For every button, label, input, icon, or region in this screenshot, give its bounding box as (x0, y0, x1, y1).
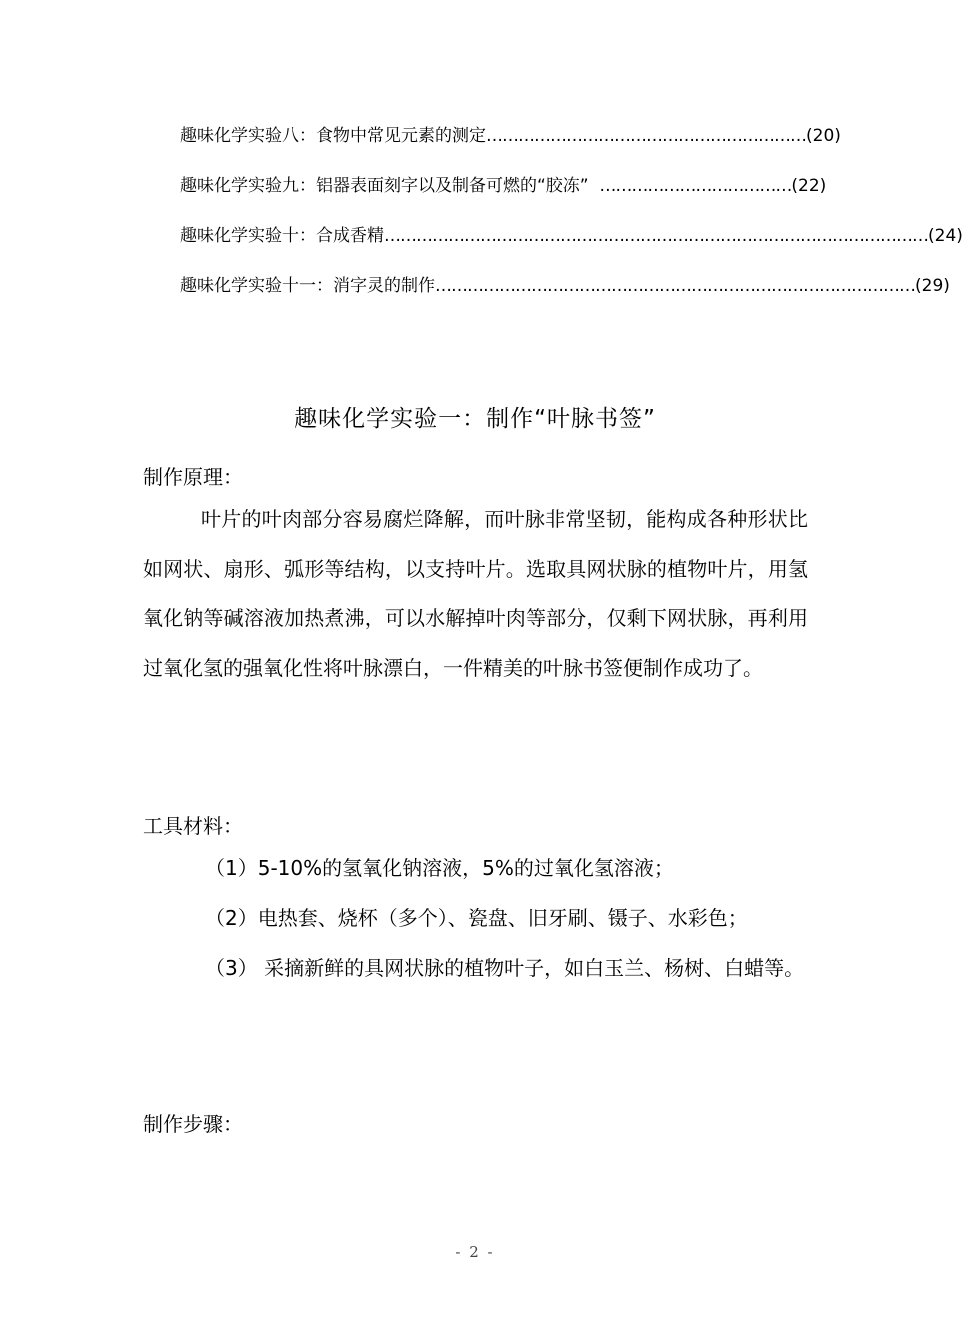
page-number: - 2 - (455, 1243, 495, 1261)
table-of-contents (180, 121, 963, 321)
toc-entry-label: 趣味化学实验九：铝器表面刻字以及制备可燃的“胶冻” (180, 176, 600, 196)
principle-paragraph: 叶片的叶肉部分容易腐烂降解，而叶脉非常坚韧，能构成各种形状比如网状、扇形、弧形等结构，以支持叶片。选取具网状脉的植物叶片，用氢氧化钠等碱溶液加热煮沸，可以水解掉叶肉等部分，仅剩下网状脉，再利用过氧化氢的强氧化性将叶脉漂白，一件精美的叶脉书签便制作成功了。 (143, 507, 808, 680)
materials-item-3: （3） 采摘新鲜的具网状脉的植物叶子，如白玉兰、杨树、白蜡等。 (205, 956, 805, 980)
toc-leader-dots: ……………………………………………………………………………… (435, 276, 915, 296)
toc-entry[interactable] (180, 271, 950, 321)
toc-leader-dots: ………………………………………………………………………………………… (384, 226, 928, 246)
toc-page-number: (20) (806, 126, 841, 146)
toc-leader-dots: ……………………………… (599, 176, 792, 196)
toc-entry-label: 趣味化学实验八：食物中常见元素的测定 (180, 126, 486, 146)
toc-entry-label: 趣味化学实验十一：消字灵的制作 (180, 276, 435, 296)
toc-entry[interactable] (180, 171, 827, 221)
steps-heading: 制作步骤： (143, 1112, 243, 1136)
toc-entry[interactable] (180, 121, 841, 171)
materials-heading: 工具材料： (143, 814, 243, 838)
toc-entry-label: 趣味化学实验十：合成香精 (180, 226, 384, 246)
materials-item-2: （2）电热套、烧杯（多个）、瓷盘、旧牙刷、镊子、水彩色； (205, 906, 748, 930)
toc-page-number: (29) (915, 276, 950, 296)
toc-entry[interactable] (180, 221, 963, 271)
toc-page-number: (22) (791, 176, 827, 196)
section-title: 趣味化学实验一：制作“叶脉书签” (294, 406, 656, 432)
toc-page-number: (24) (928, 226, 963, 246)
materials-item-1: （1）5-10%的氢氧化钠溶液，5%的过氧化氢溶液； (205, 856, 674, 880)
principle-heading: 制作原理： (143, 465, 243, 489)
toc-leader-dots: …………………………………………………… (486, 126, 806, 146)
